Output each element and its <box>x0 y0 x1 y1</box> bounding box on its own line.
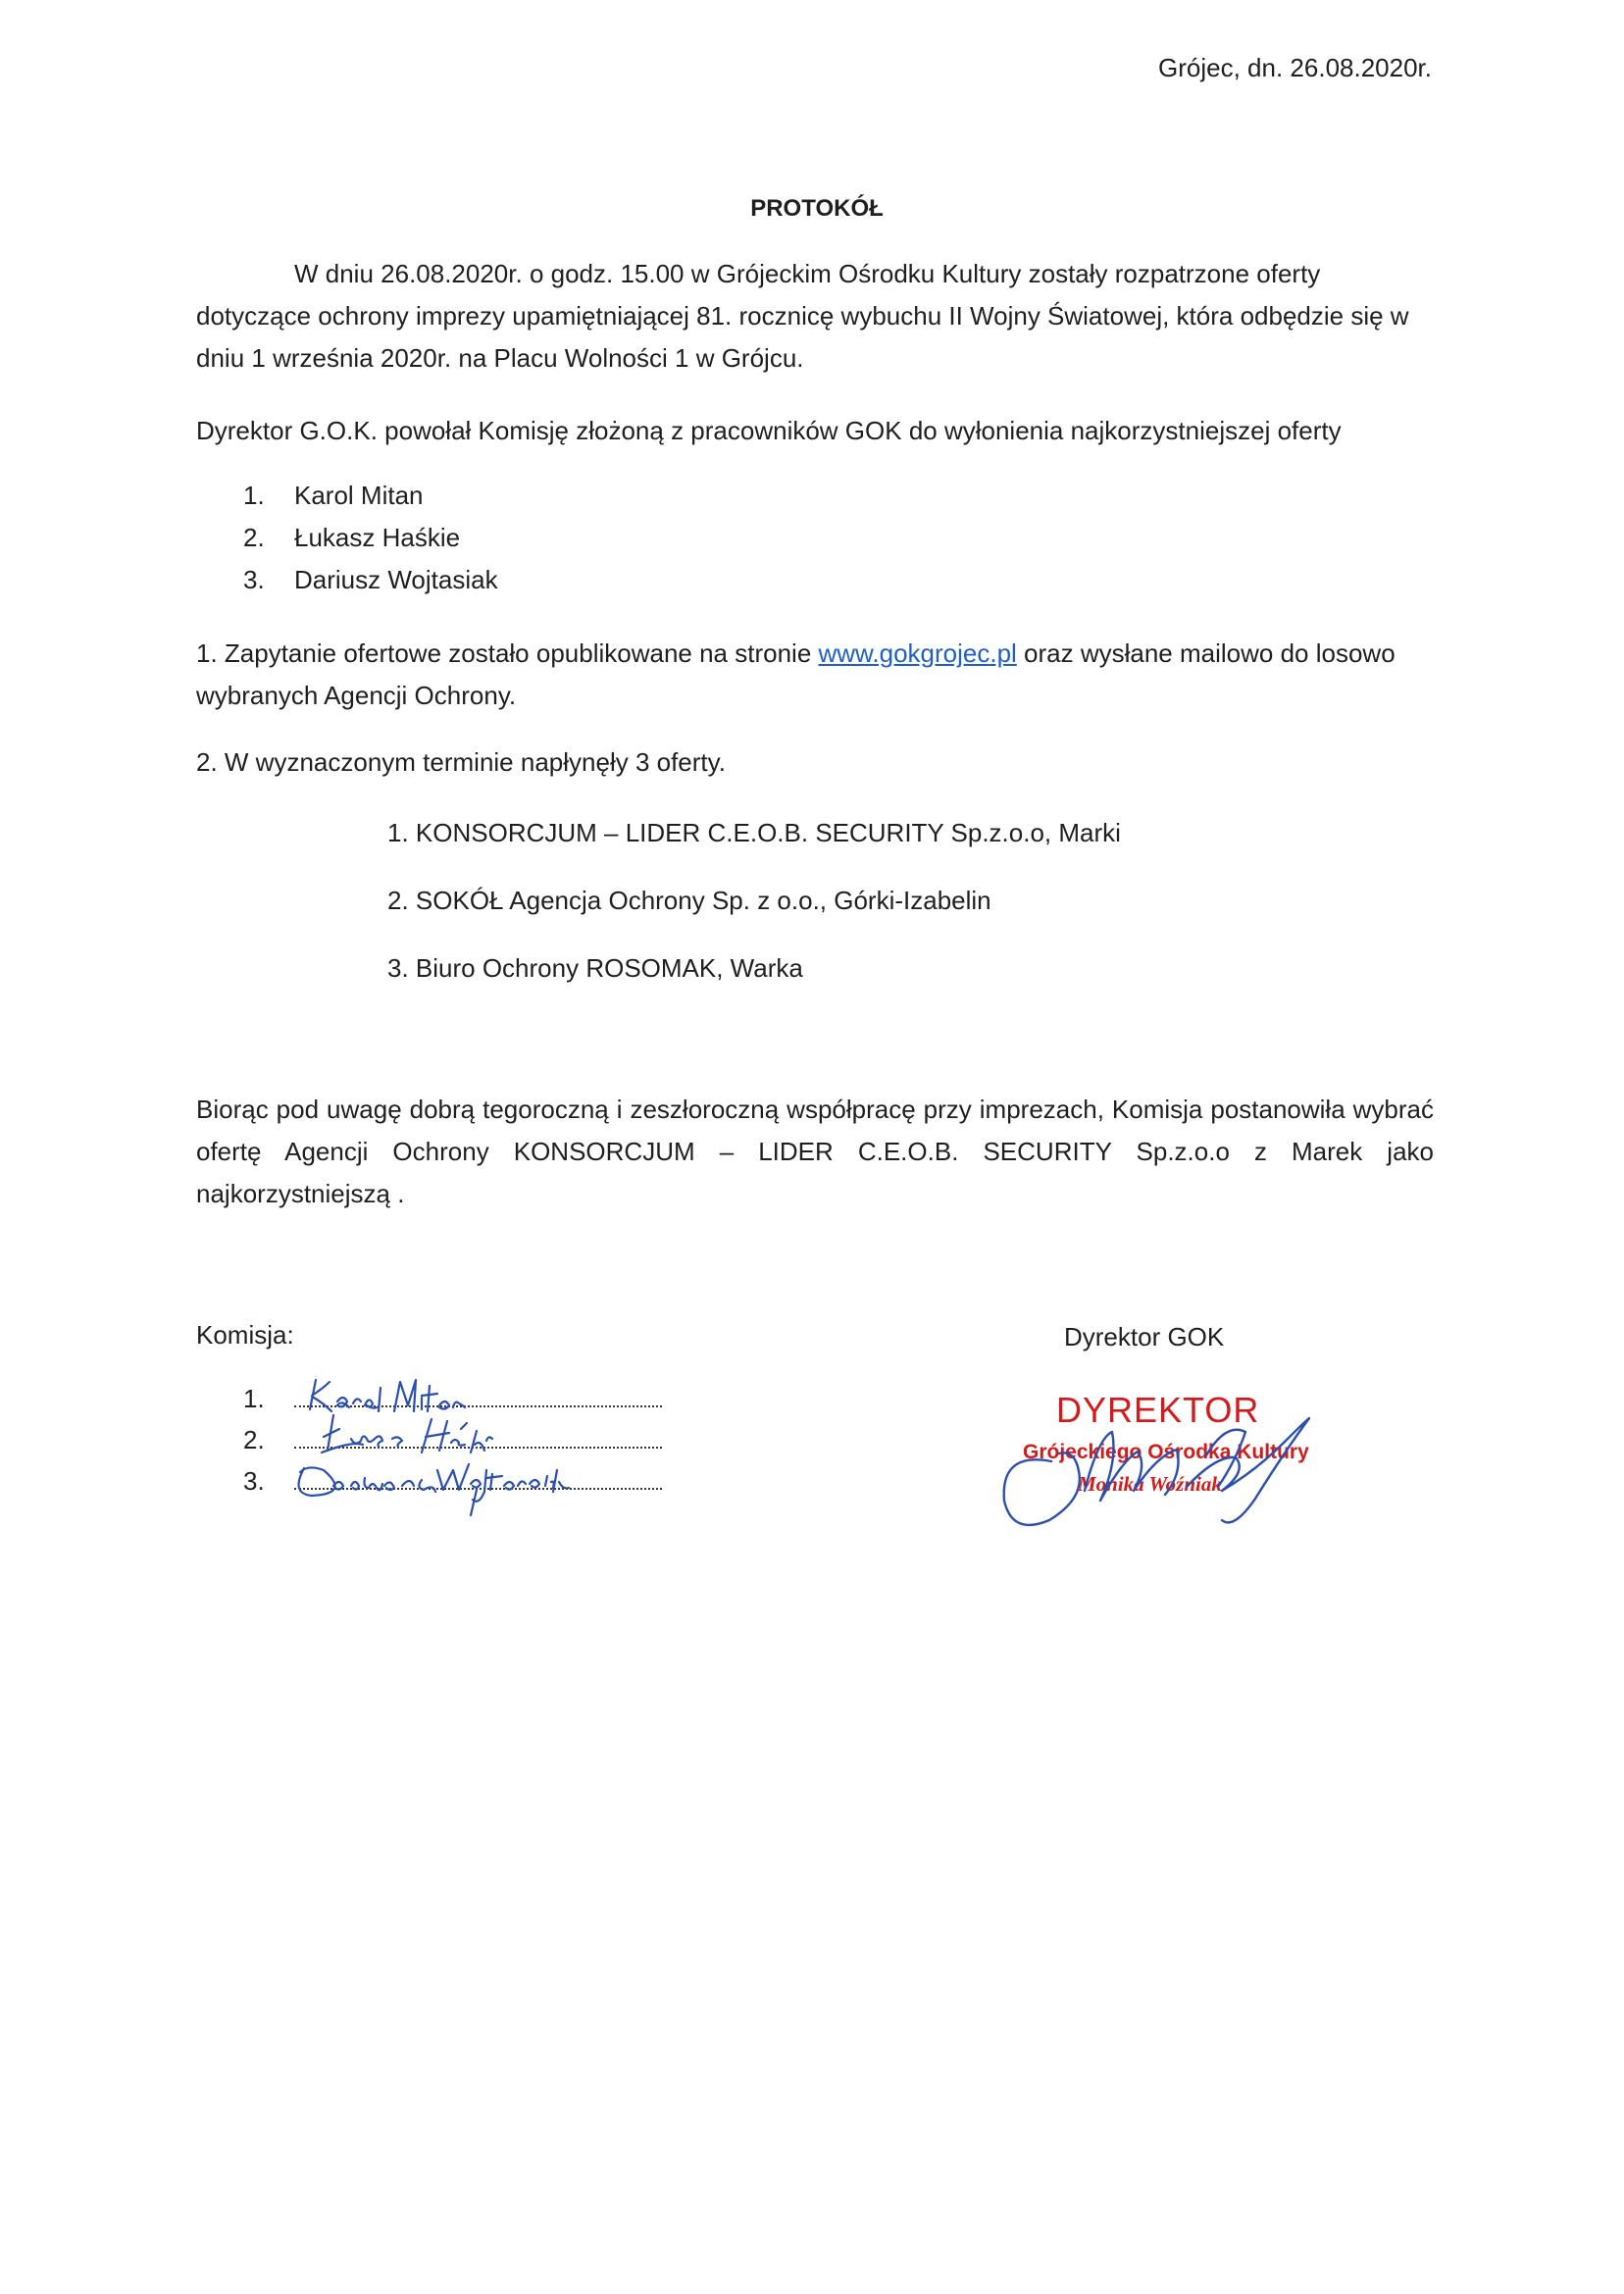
website-link[interactable]: www.gokgrojec.pl <box>818 638 1017 668</box>
list-number: 1. <box>243 481 265 510</box>
offer-item: 3. Biuro Ochrony ROSOMAK, Warka <box>387 953 803 983</box>
signature-lines <box>243 1378 662 1502</box>
member-name: Karol Mitan <box>294 481 424 510</box>
signature-number: 3. <box>243 1466 265 1496</box>
place-date: Grójec, dn. 26.08.2020r. <box>1158 53 1432 82</box>
list-number: 2. <box>243 523 265 552</box>
director-label: Dyrektor GOK <box>1064 1322 1225 1351</box>
point-2-paragraph: 2. W wyznaczonym terminie napłynęły 3 oferty. <box>196 747 726 777</box>
member-list <box>243 475 498 601</box>
member-name: Łukasz Haśkie <box>294 523 461 552</box>
list-item <box>243 475 498 517</box>
stamp-title: DYREKTOR <box>1056 1390 1260 1430</box>
point-1-text: 1. Zapytanie ofertowe zostało opublikowane na stronie <box>196 638 819 668</box>
signature-number: 1. <box>243 1384 265 1413</box>
list-item <box>243 559 498 601</box>
offers-list <box>387 812 1121 1015</box>
offer-item: 1. KONSORCJUM – LIDER C.E.O.B. SECURITY Sp.z.o.o, Marki <box>387 818 1121 847</box>
signature-line <box>243 1460 662 1502</box>
stamp-organization: Grójeckiego Ośrodka Kultury <box>1023 1441 1309 1463</box>
point-1-paragraph <box>196 633 1434 717</box>
signature-line <box>243 1378 662 1419</box>
signature-dotted-line <box>294 1460 662 1490</box>
member-name: Dariusz Wojtasiak <box>294 565 498 594</box>
list-number: 3. <box>243 565 265 594</box>
commission-intro: Dyrektor G.O.K. powołał Komisję złożoną z pracowników GOK do wyłonienia najkorzystniejszej oferty <box>196 416 1342 445</box>
signature-dotted-line <box>294 1419 662 1449</box>
director-stamp <box>995 1391 1319 1538</box>
signature-number: 2. <box>243 1425 265 1454</box>
list-item <box>243 517 498 559</box>
decision-paragraph: Biorąc pod uwagę dobrą tegoroczną i zeszłoroczną współpracę przy imprezach, Komisja postanowiła wybrać ofertę Agencji Ochrony KONSORCJUM – LIDER C.E.O.B. SECURITY Sp.z.o.o z Marek jako najkorzystniejszą . <box>196 1095 1434 1208</box>
signature-dotted-line <box>294 1378 662 1407</box>
document-title: PROTOKÓŁ <box>750 195 884 222</box>
commission-label: Komisja: <box>196 1320 294 1350</box>
stamp-name: Monika Woźniak <box>1078 1472 1222 1496</box>
offer-item: 2. SOKÓŁ Agencja Ochrony Sp. z o.o., Górki-Izabelin <box>387 886 991 915</box>
intro-paragraph: W dniu 26.08.2020r. o godz. 15.00 w Grójeckim Ośrodku Kultury zostały rozpatrzone oferty dotyczące ochrony imprezy upamiętniającej 81. rocznicę wybuchu II Wojny Światowej, która odbędzie się w dniu 1 września 2020r. na Placu Wolności 1 w Grójcu. <box>196 259 1409 373</box>
signature-line <box>243 1419 662 1460</box>
point-1-text-end: oraz wysłane mailowo do losowo wybranych Agencji Ochrony. <box>196 638 1396 710</box>
